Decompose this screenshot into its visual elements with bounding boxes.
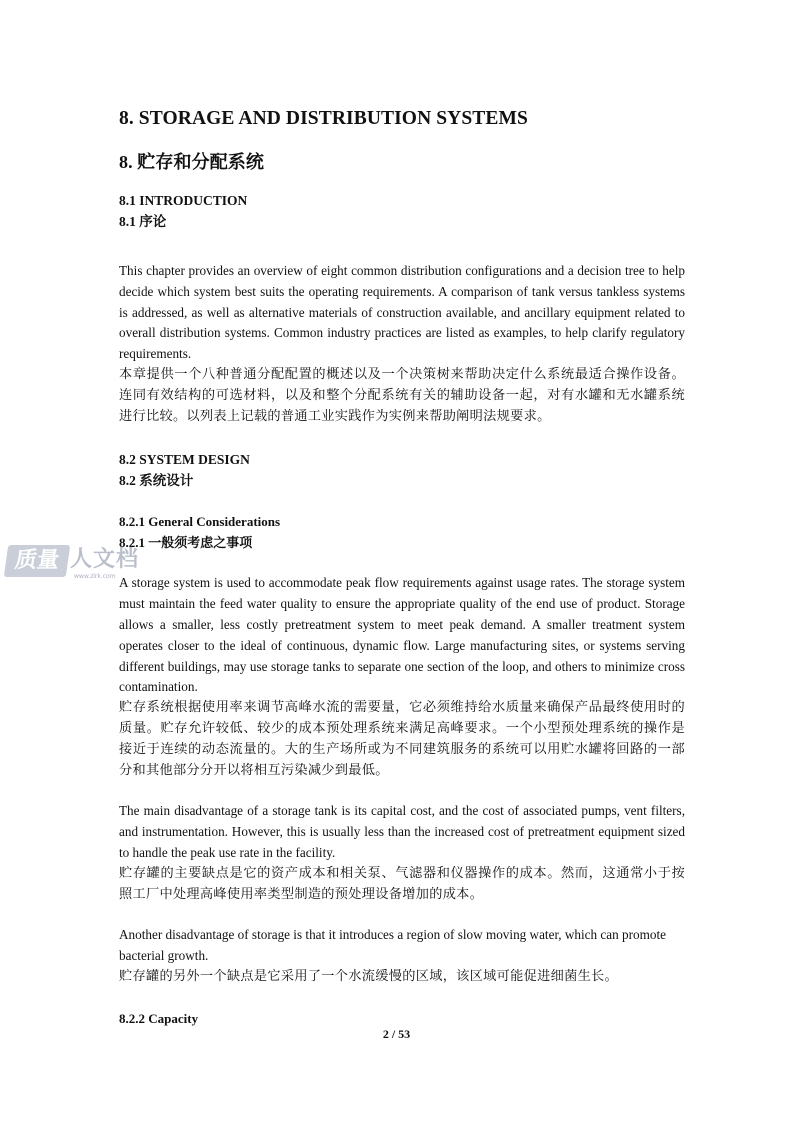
document-body — [119, 104, 685, 1029]
disadvantage-paragraph-zh: 贮存罐的主要缺点是它的资产成本和相关泵、气滤器和仪器操作的成本。然而，这通常小于按照工厂中处理高峰使用率类型制造的预处理设备增加的成本。 — [119, 865, 685, 902]
chapter-title-zh: 8. 贮存和分配系统 — [119, 152, 264, 172]
growth-paragraph-zh: 贮存罐的另外一个缺点是它采用了一个水流缓慢的区域，该区域可能促进细菌生长。 — [119, 968, 619, 984]
watermark-brand-box: 质量 — [4, 545, 70, 577]
chapter-title-en: 8. STORAGE AND DISTRIBUTION SYSTEMS — [119, 108, 528, 129]
growth-paragraph-en: Another disadvantage of storage is that it introduces a region of slow moving water, which can promote bacterial growth. — [119, 927, 666, 964]
page-number: 2 / 53 — [382, 1027, 411, 1041]
storage-paragraph-zh: 贮存系统根据使用率来调节高峰水流的需要量，它必须维持给水质量来确保产品最终使用时的质量。贮存允许较低、较少的成本预处理系统来满足高峰要求。一个小型预处理系统的操作是接近于连续的动态流量的。大的生产场所或为不同建筑服务的系统可以用贮水罐将回路的一部分和其他部分分开以将相互污染减少到最低。 — [119, 700, 685, 778]
section-8-2-heading-zh: 8.2 系统设计 — [119, 473, 194, 489]
section-8-1-heading-zh: 8.1 序论 — [119, 214, 167, 229]
intro-paragraph-en: This chapter provides an overview of eight common distribution configurations and a decision tree to help decide which system best suits the operating requirements. A comparison of tank versus tankless systems is addressed, as well as alternative materials of construction available, and ancillary equipment related to overall distribution systems. Common industry practices are listed as examples, to help clarify regulatory requirements. — [119, 263, 685, 362]
section-8-2-1-heading-zh: 8.2.1 一般须考虑之事项 — [119, 535, 253, 551]
section-8-2-1-heading-en: 8.2.1 General Considerations — [119, 514, 281, 530]
section-8-2-2-heading-en: 8.2.2 Capacity — [119, 1010, 199, 1026]
disadvantage-paragraph-en: The main disadvantage of a storage tank is its capital cost, and the cost of associated pumps, vent filters, and instrumentation. However, this is usually less than the increased cost of pretreatment equipment sized to handle the peak use rate in the facility. — [119, 803, 685, 860]
watermark-url: www.zlrk.com — [74, 573, 116, 580]
storage-paragraph-en: A storage system is used to accommodate peak flow requirements against usage rates. The storage system must maintain the feed water quality to ensure the appropriate quality of the end use of product. Storage allows a smaller, less costly pretreatment system to meet peak demand. A smaller treatment system operates closer to the ideal of continuous, dynamic flow. Large manufacturing sites, or systems serving different buildings, may use storage tanks to separate one section of the loop, and others to minimize cross contamination. — [119, 575, 685, 695]
section-8-2-heading-en: 8.2 SYSTEM DESIGN — [119, 452, 250, 468]
intro-paragraph-zh: 本章提供一个八种普通分配配置的概述以及一个决策树来帮助决定什么系统最适合操作设备。连同有效结构的可选材料，以及和整个分配系统有关的辅助设备一起，对有水罐和无水罐系统进行比较。以列表上记载的普通工业实践作为实例来帮助阐明法规要求。 — [119, 366, 685, 424]
watermark-brand-text: 人文档 — [70, 547, 140, 572]
section-8-1-heading-en: 8.1 INTRODUCTION — [119, 193, 248, 208]
